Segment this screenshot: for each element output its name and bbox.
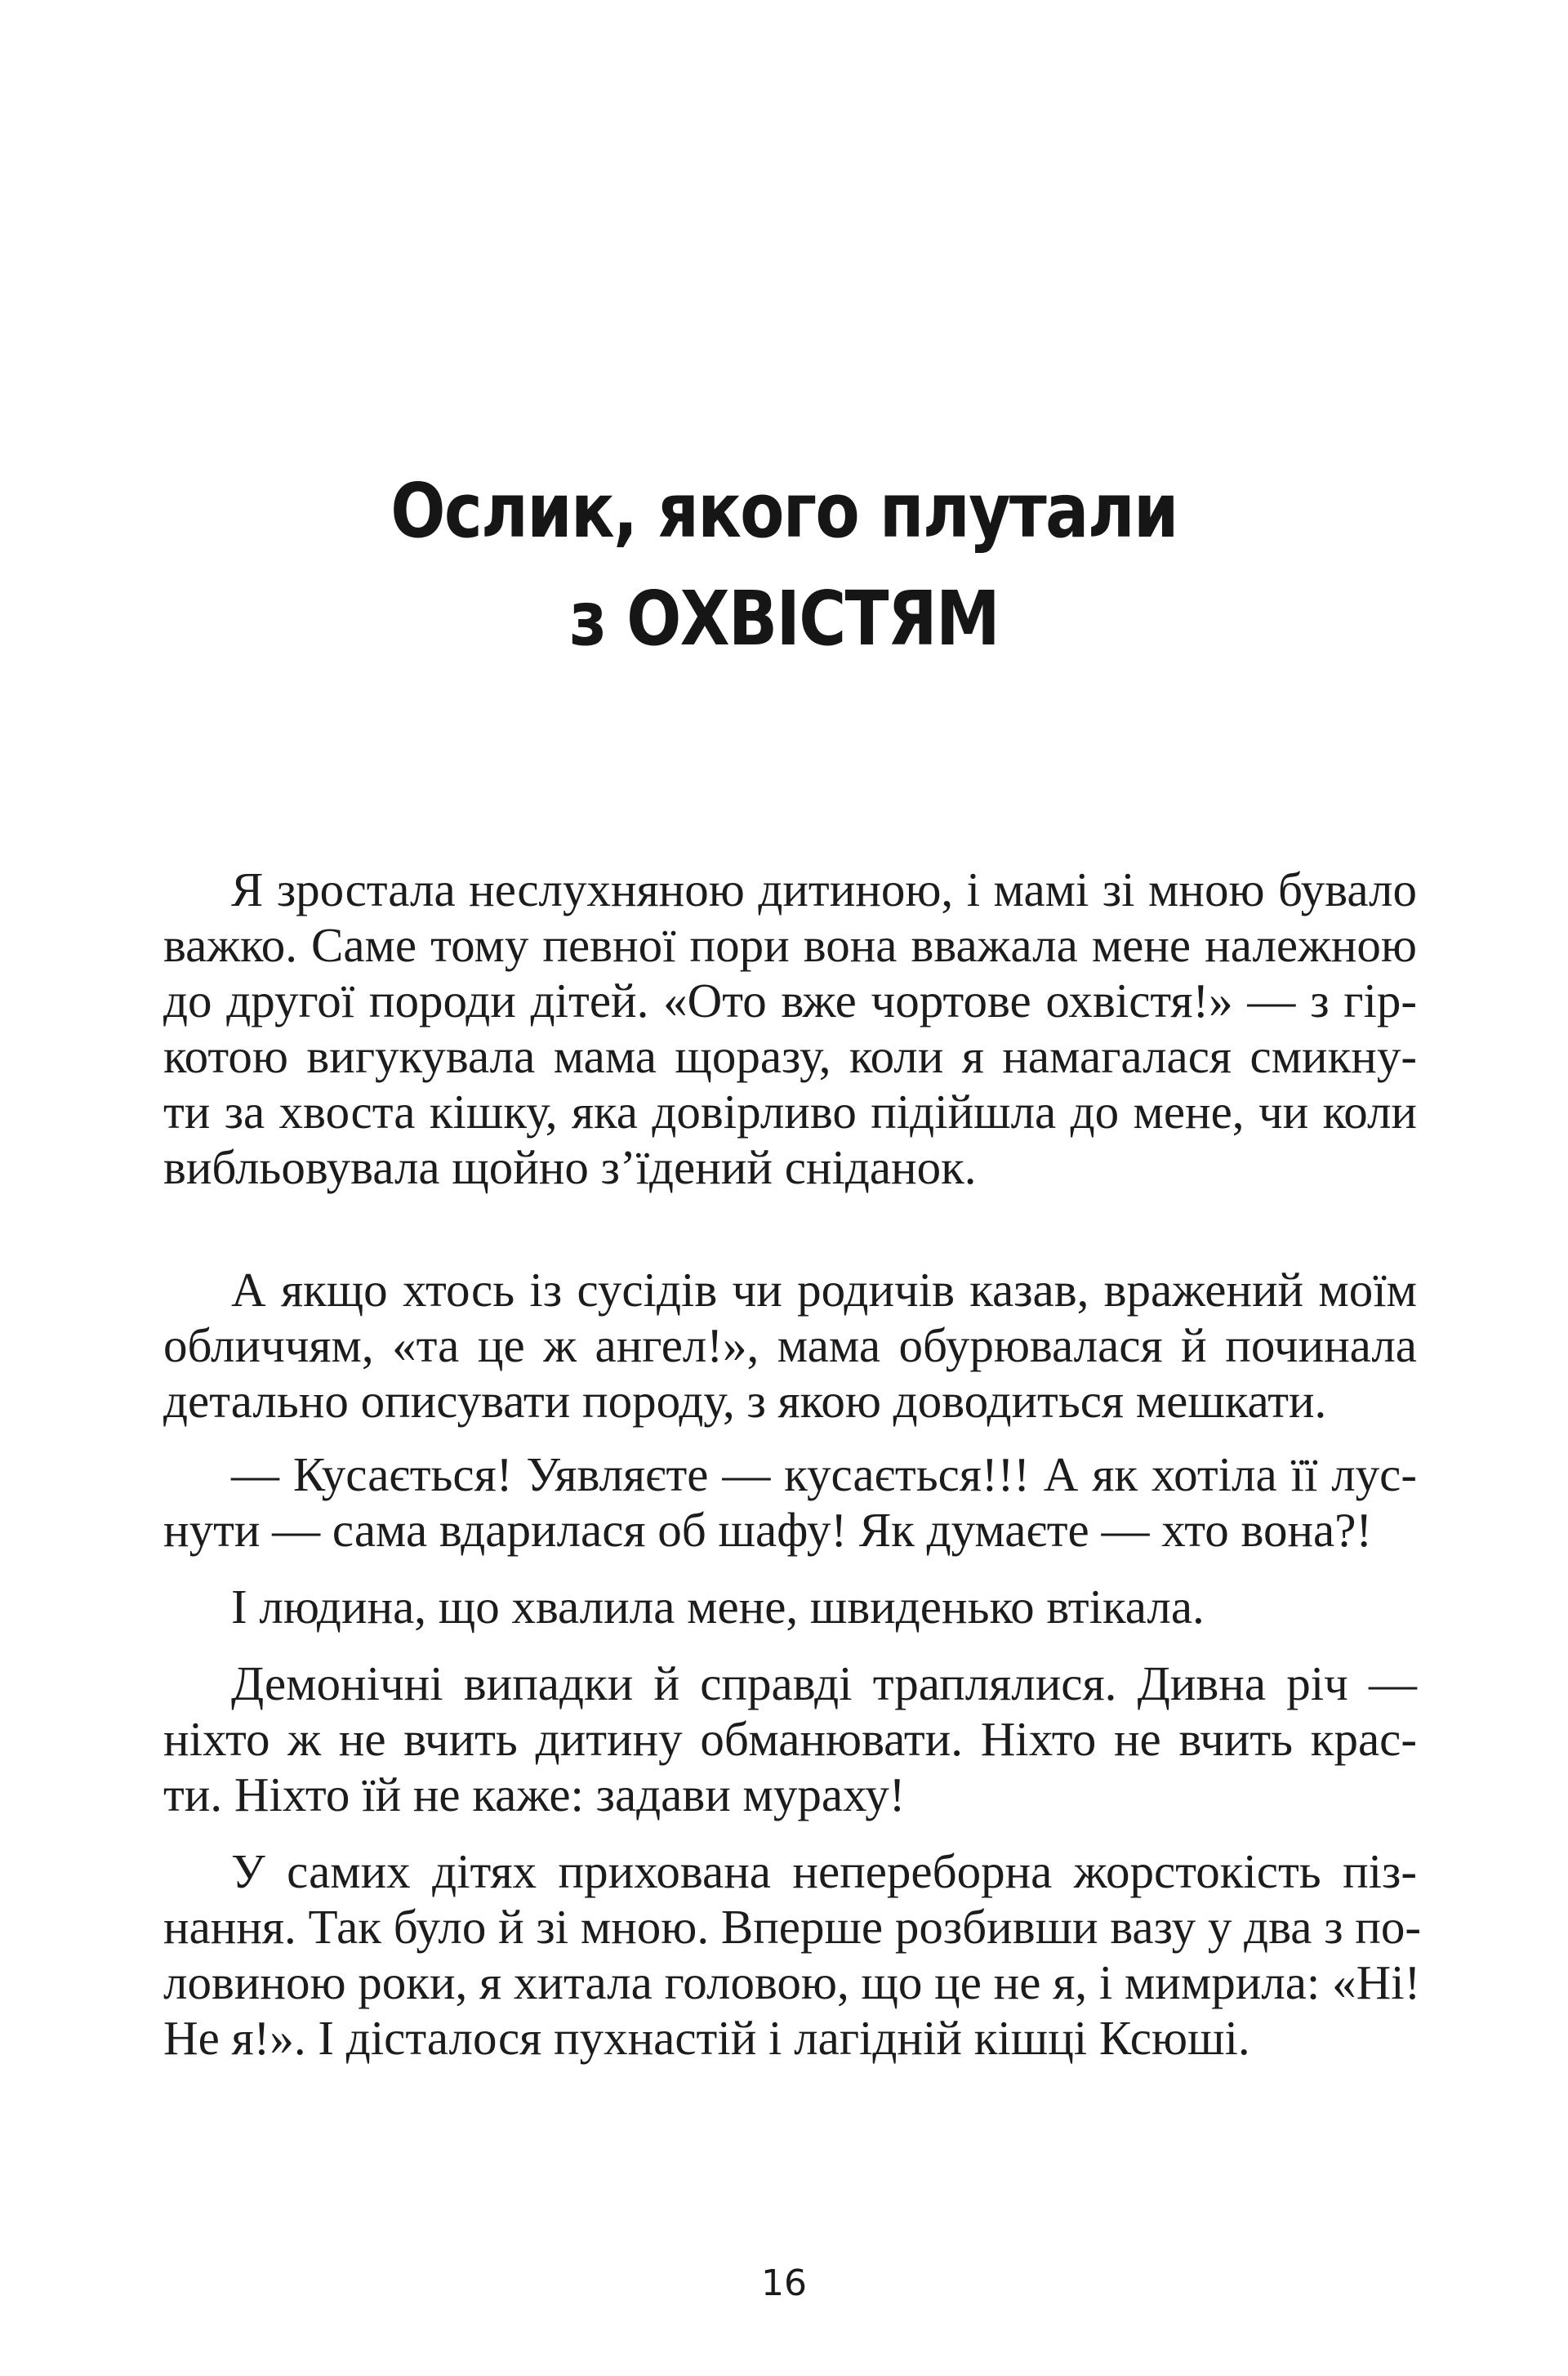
text-line: — Кусається! Уявляєте — кусається!!! А як хотіла її лус- bbox=[231, 1447, 1417, 1501]
chapter-title-line-2: з ОХВІСТЯМ bbox=[568, 575, 1000, 662]
text-line: до другої породи дітей. «Ото вже чортове охвістя!» — з гір- bbox=[163, 974, 1417, 1028]
chapter-title-line-1: Ослик, якого плутали bbox=[390, 467, 1178, 555]
text-line: ловиною роки, я хитала головою, що це не я, і мимрила: «Ні! bbox=[163, 1955, 1421, 2009]
text-line: важко. Саме тому певної пори вона вважала мене належною bbox=[163, 918, 1417, 972]
text-line: ніхто ж не вчить дитину обманювати. Ніхто не вчить крас- bbox=[163, 1712, 1417, 1766]
text-line: нання. Так було й зі мною. Вперше розбивши вазу у два з по- bbox=[163, 1900, 1421, 1954]
text-line: Демонічні випадки й справді траплялися. Дивна річ — bbox=[231, 1656, 1417, 1710]
text-line: ти. Ніхто їй не каже: задави мураху! bbox=[163, 1768, 906, 1821]
text-line: А якщо хтось із сусідів чи родичів казав, вражений моїм bbox=[231, 1263, 1417, 1317]
text-line: обличчям, «та це ж ангел!», мама обурювалася й починала bbox=[163, 1318, 1417, 1372]
text-line: І людина, що хвалила мене, швиденько втікала. bbox=[231, 1580, 1205, 1634]
text-line: вибльовувала щойно з’їдений сніданок. bbox=[163, 1140, 977, 1194]
text-line: ти за хвоста кішку, яка довірливо підійшла до мене, чи коли bbox=[163, 1085, 1417, 1139]
text-line: нути — сама вдарилася об шафу! Як думаєте — хто вона?! bbox=[163, 1503, 1373, 1557]
page-number: 16 bbox=[761, 2262, 807, 2304]
text-line: Не я!». І дісталося пухнастій і лагідній кішці Ксюші. bbox=[163, 2011, 1250, 2065]
text-line: Я зростала неслухняною дитиною, і мамі зі мною бувало bbox=[231, 863, 1417, 916]
text-line: У самих дітях прихована непереборна жорстокість піз- bbox=[231, 1844, 1417, 1898]
text-line: котою вигукувала мама щоразу, коли я намагалася смикну- bbox=[163, 1029, 1417, 1083]
text-line: детально описувати породу, з якою доводиться мешкати. bbox=[163, 1374, 1327, 1428]
